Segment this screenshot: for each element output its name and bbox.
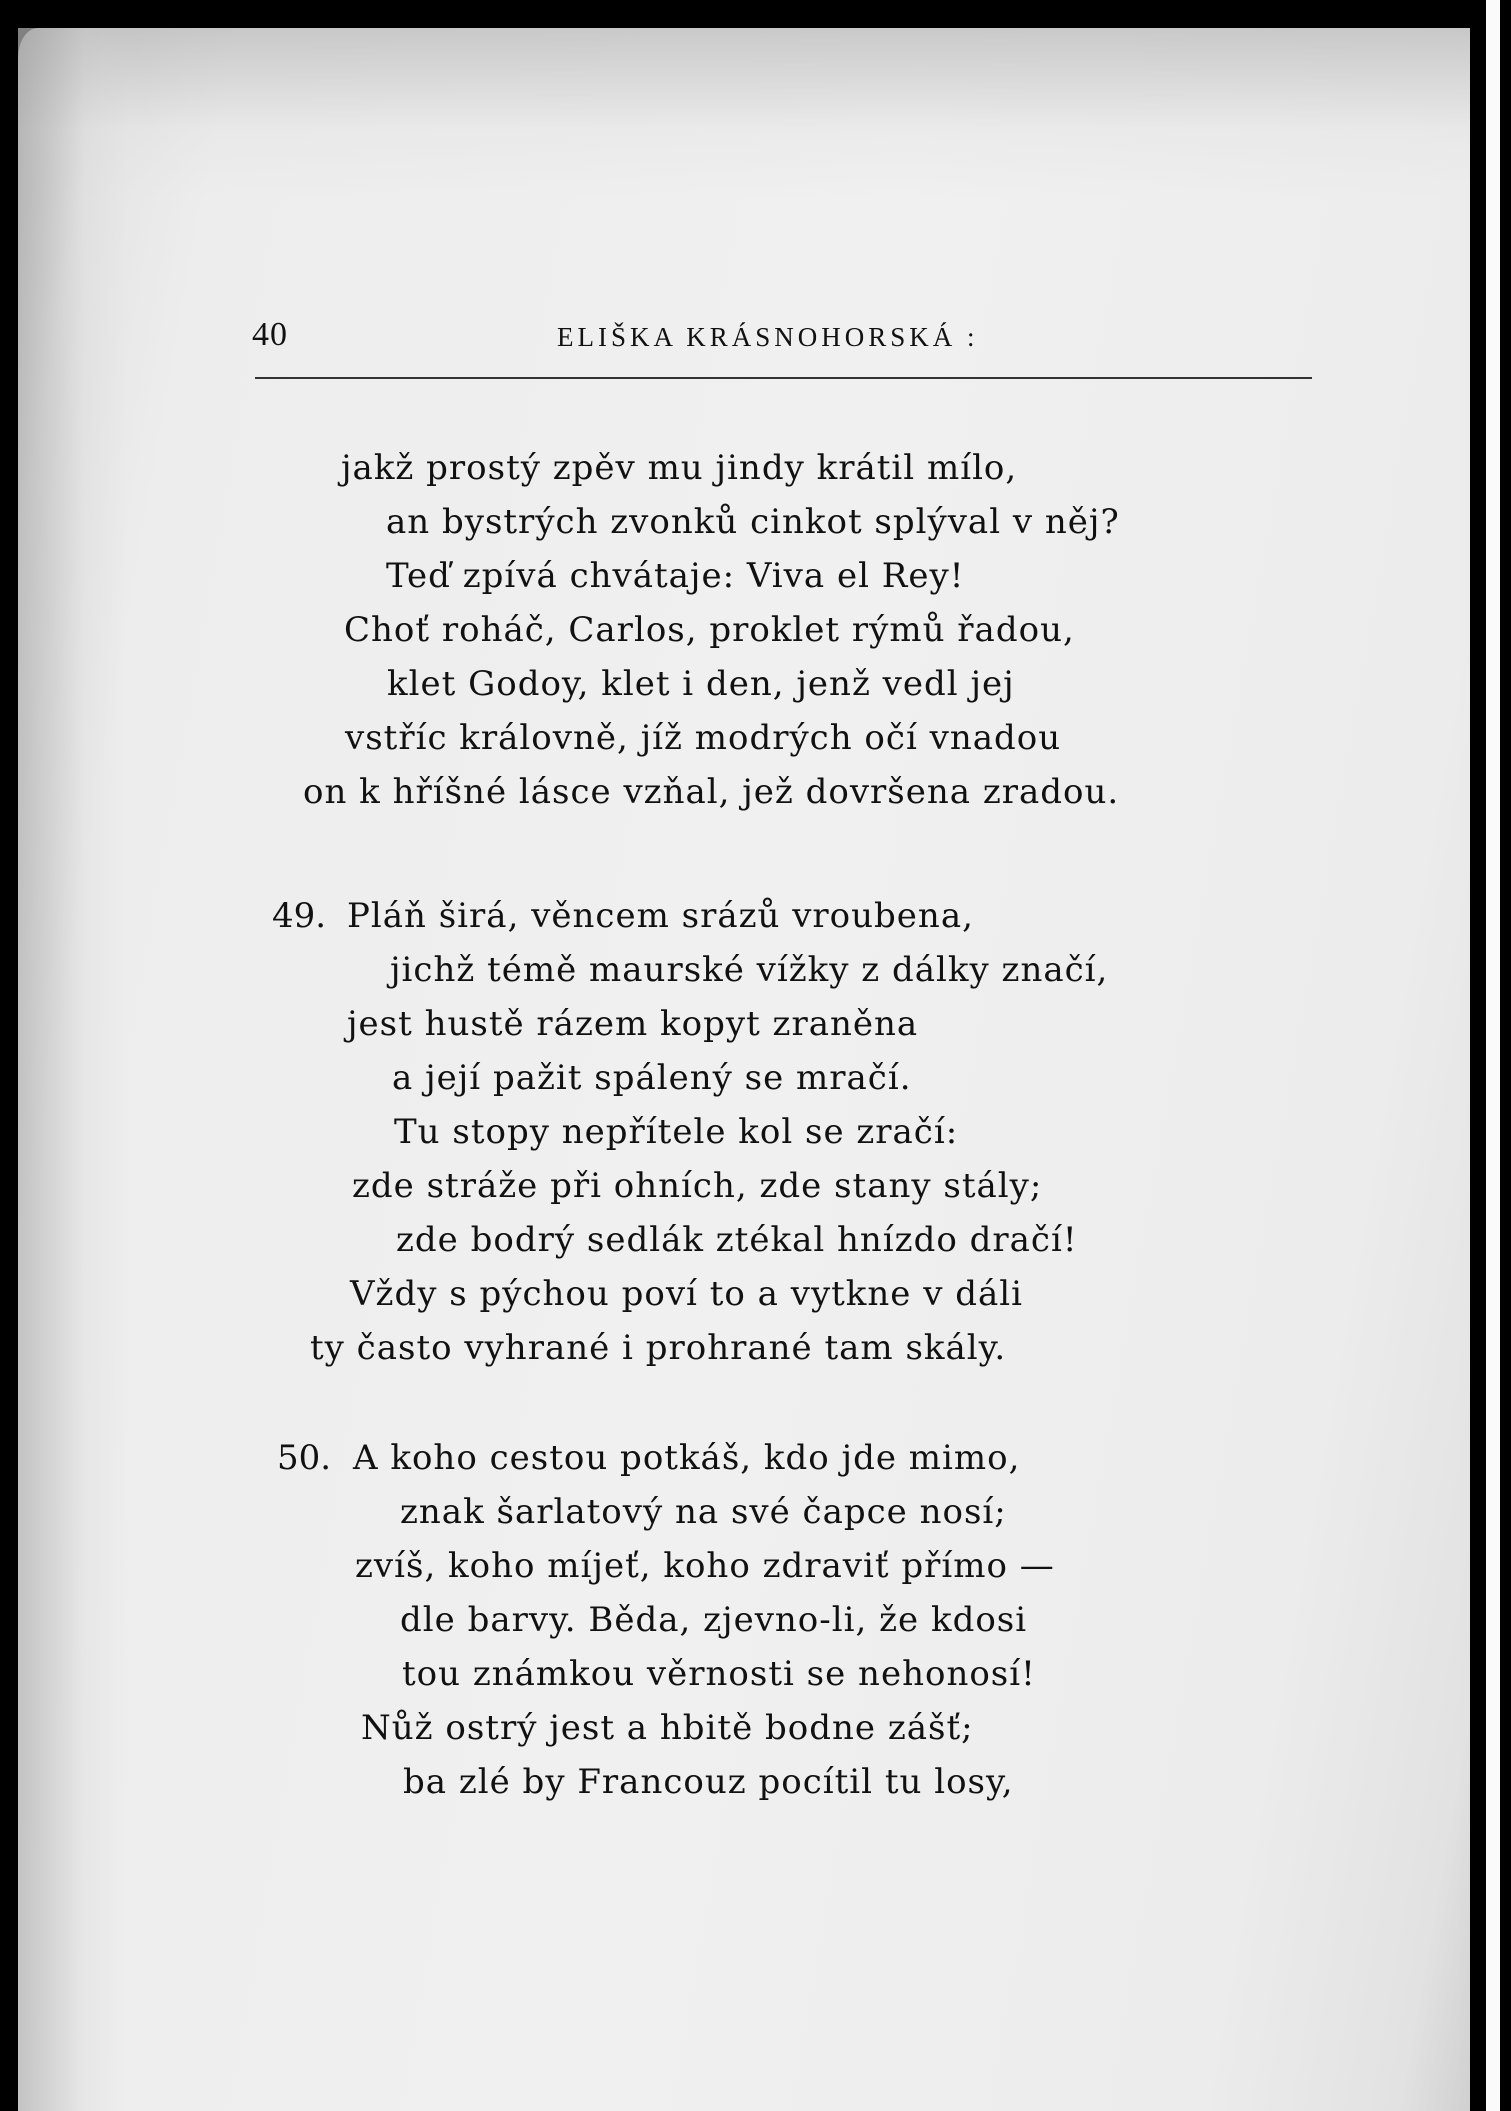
poem-line: Nůž ostrý jest a hbitě bodne zášť;	[361, 1708, 974, 1748]
page-edge-strip	[1486, 0, 1500, 2111]
poem-line: dle barvy. Běda, zjevno-li, že kdosi	[400, 1600, 1028, 1640]
poem-line: Pláň širá, věncem srázů vroubena,	[347, 896, 974, 936]
poem-line: ba zlé by Francouz pocítil tu losy,	[403, 1762, 1014, 1802]
poem-line: Teď zpívá chvátaje: Viva el Rey!	[386, 556, 965, 596]
page-number: 40	[252, 316, 288, 353]
poem-line: a její pažit spálený se mračí.	[392, 1058, 912, 1098]
poem-line: znak šarlatový na své čapce nosí;	[400, 1492, 1007, 1532]
running-head-title: ELIŠKA KRÁSNOHORSKÁ :	[557, 322, 979, 352]
poem-line: zvíš, koho míjeť, koho zdraviť přímo —	[355, 1546, 1055, 1586]
page-shading-top	[18, 28, 1470, 198]
poem-line: ty často vyhrané i prohrané tam skály.	[310, 1328, 1007, 1368]
stanza-number: 50.	[277, 1438, 332, 1478]
poem-line: A koho cestou potkáš, kdo jde mimo,	[353, 1438, 1021, 1478]
poem-line: zde bodrý sedlák ztékal hnízdo dračí!	[396, 1220, 1078, 1260]
poem-line: jakž prostý zpěv mu jindy krátil mílo,	[341, 448, 1018, 488]
poem-line: Vždy s pýchou poví to a vytkne v dáli	[350, 1274, 1024, 1314]
page-shading-left	[18, 28, 128, 2111]
poem-line: jest hustě rázem kopyt zraněna	[347, 1004, 919, 1044]
poem-line: an bystrých zvonků cinkot splýval v něj?	[386, 502, 1120, 542]
poem-line: klet Godoy, klet i den, jenž vedl jej	[387, 664, 1015, 704]
header-rule	[255, 377, 1312, 379]
poem-line: tou známkou věrnosti se nehonosí!	[402, 1654, 1036, 1694]
poem-line: vstříc královně, jíž modrých očí vnadou	[345, 718, 1062, 758]
poem-line: Tu stopy nepřítele kol se zračí:	[394, 1112, 959, 1152]
poem-line: on k hříšné lásce vzňal, jež dovršena zradou.	[303, 772, 1120, 812]
poem-line: zde stráže při ohních, zde stany stály;	[352, 1166, 1043, 1206]
poem-line: Choť roháč, Carlos, proklet rýmů řadou,	[344, 610, 1075, 650]
running-head	[252, 316, 1312, 366]
stanza-number: 49.	[272, 896, 327, 936]
poem-line: jichž témě maurské vížky z dálky značí,	[390, 950, 1109, 990]
